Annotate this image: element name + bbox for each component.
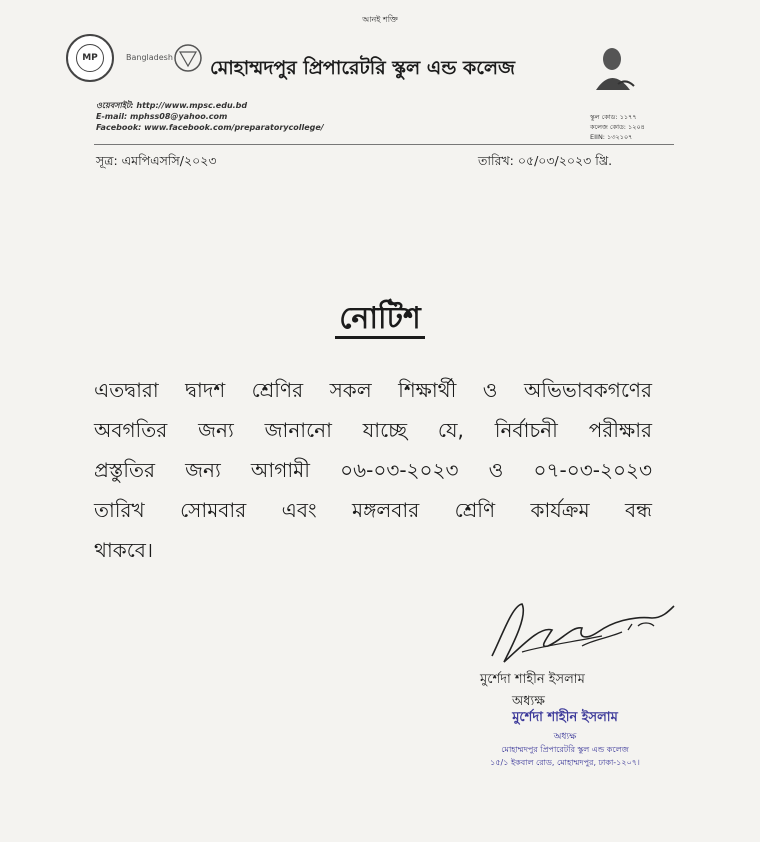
- motto: আনই শক্তি: [362, 15, 398, 24]
- stamp-institution: মোহাম্মদপুর প্রিপারেটরি স্কুল এন্ড কলেজ: [501, 745, 629, 754]
- notice-date: তারিখ: ০৫/০৩/২০২৩ খ্রি.: [478, 153, 613, 168]
- school-name: মোহাম্মদপুর প্রিপারেটরি স্কুল এন্ড কলেজ: [210, 57, 516, 79]
- school-code: স্কুল কোড: ১১৭৭: [590, 113, 637, 121]
- contact-block: [96, 100, 324, 133]
- signatory-name: মুর্শেদা শাহীন ইসলাম: [480, 672, 585, 687]
- school-crest-logo: MP: [66, 34, 114, 82]
- stamp-title: অধ্যক্ষ: [553, 732, 577, 742]
- notice-line-1: এতদ্বারা দ্বাদশ শ্রেণির সকল শিক্ষার্থী ও অভিভাবকগণের: [94, 378, 652, 402]
- facebook-text: Facebook: www.facebook.com/preparatorycollege/: [96, 123, 324, 132]
- code-block: [590, 112, 645, 142]
- stamp-address: ১৫/১ ইকবাল রোড, মোহাম্মদপুর, ঢাকা-১২০৭।: [490, 758, 640, 767]
- signatory-title: অধ্যক্ষ: [512, 694, 545, 709]
- handwritten-signature: [482, 596, 678, 674]
- official-stamp: [440, 708, 690, 770]
- portrait-image: [590, 44, 638, 96]
- website-text: ওয়েবসাইট: http://www.mpsc.edu.bd: [96, 101, 248, 110]
- email-text: E-mail: mphss08@yahoo.com: [96, 112, 228, 121]
- notice-title-text: নোটিশ: [335, 301, 424, 339]
- stamp-name: মুর্শেদা শাহীন ইসলাম: [512, 710, 618, 725]
- bangladesh-logo: [122, 38, 204, 78]
- reference-number: সূত্র: এমপিএসসি/২০২৩: [96, 153, 217, 168]
- notice-title: [0, 294, 760, 345]
- eiin-code: EIIN: ১৩২১০৭: [590, 133, 633, 141]
- notice-line-5: থাকবে।: [94, 538, 154, 562]
- notice-line-3: প্রস্তুতির জন্য আগামী ০৬-০৩-২০২৩ ও ০৭-০৩-২০২৩: [94, 458, 652, 482]
- college-code: কলেজ কোড: ১২০৪: [590, 123, 645, 131]
- svg-text:Bangladesh: Bangladesh: [126, 53, 173, 62]
- header-divider: [94, 144, 674, 145]
- notice-line-2: অবগতির জন্য জানানো যাচ্ছে যে, নির্বাচনী পরীক্ষার: [94, 418, 652, 442]
- notice-line-4: তারিখ সোমবার এবং মঙ্গলবার শ্রেণি কার্যক্রম বন্ধ: [94, 498, 652, 522]
